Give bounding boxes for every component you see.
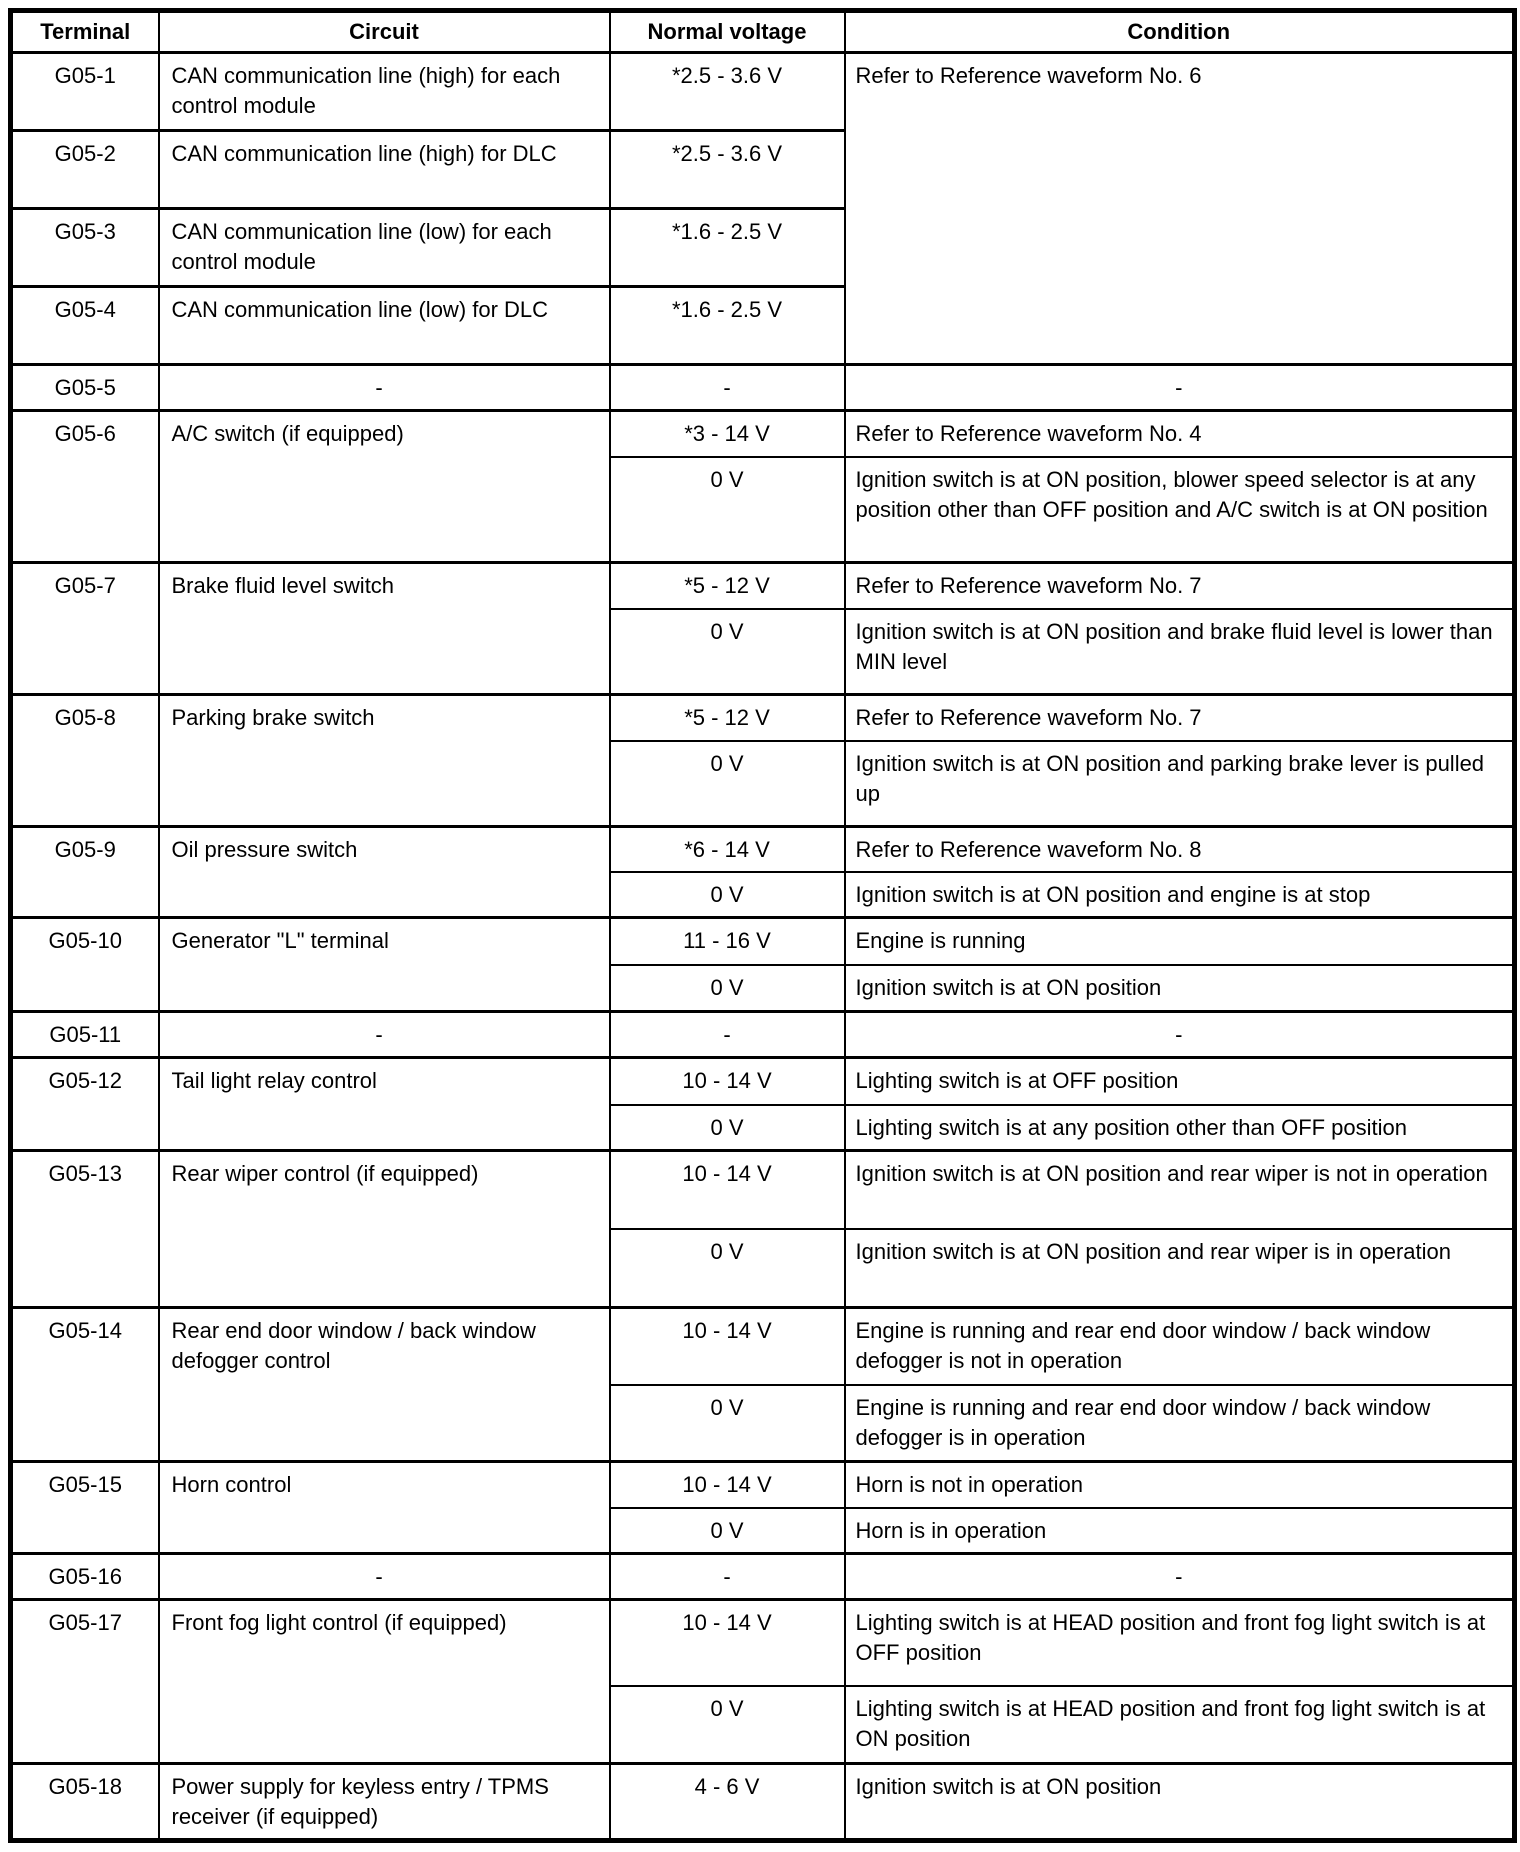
condition-cell: Ignition switch is at ON position, blower speed selector is at any position other than OFF position and A/C switch is at ON position bbox=[845, 457, 1515, 563]
condition-cell: - bbox=[845, 1012, 1515, 1058]
voltage-cell: 10 - 14 V bbox=[610, 1058, 845, 1105]
table-row bbox=[11, 918, 1515, 965]
circuit-column-header: Circuit bbox=[159, 11, 610, 53]
condition-cell: - bbox=[845, 365, 1515, 411]
table-row bbox=[11, 411, 1515, 457]
terminal-cell: G05-3 bbox=[11, 209, 159, 287]
voltage-cell: *5 - 12 V bbox=[610, 563, 845, 609]
terminal-cell: G05-12 bbox=[11, 1058, 159, 1151]
table-row bbox=[11, 365, 1515, 411]
condition-cell: Refer to Reference waveform No. 7 bbox=[845, 695, 1515, 741]
condition-cell: Ignition switch is at ON position and brake fluid level is lower than MIN level bbox=[845, 609, 1515, 695]
voltage-column-header: Normal voltage bbox=[610, 11, 845, 53]
terminal-voltage-table bbox=[8, 8, 1517, 1843]
terminal-cell: G05-9 bbox=[11, 827, 159, 918]
condition-cell: Lighting switch is at OFF position bbox=[845, 1058, 1515, 1105]
terminal-cell: G05-4 bbox=[11, 287, 159, 365]
condition-cell: Ignition switch is at ON position and rear wiper is in operation bbox=[845, 1229, 1515, 1308]
table-row bbox=[11, 1599, 1515, 1686]
terminal-cell: G05-2 bbox=[11, 131, 159, 209]
voltage-cell: - bbox=[610, 365, 845, 411]
table-row bbox=[11, 1151, 1515, 1229]
terminal-cell: G05-10 bbox=[11, 918, 159, 1012]
voltage-cell: 0 V bbox=[610, 1686, 845, 1763]
table-row bbox=[11, 1462, 1515, 1508]
voltage-cell: *6 - 14 V bbox=[610, 827, 845, 873]
condition-cell: Engine is running bbox=[845, 918, 1515, 965]
condition-cell: Refer to Reference waveform No. 7 bbox=[845, 563, 1515, 609]
circuit-cell: Rear wiper control (if equipped) bbox=[159, 1151, 610, 1308]
terminal-cell: G05-16 bbox=[11, 1553, 159, 1599]
condition-column-header: Condition bbox=[845, 11, 1515, 53]
condition-cell: Ignition switch is at ON position and rear wiper is not in operation bbox=[845, 1151, 1515, 1229]
voltage-cell: *5 - 12 V bbox=[610, 695, 845, 741]
condition-cell: Horn is not in operation bbox=[845, 1462, 1515, 1508]
voltage-cell: 10 - 14 V bbox=[610, 1599, 845, 1686]
voltage-cell: *2.5 - 3.6 V bbox=[610, 53, 845, 131]
voltage-cell: 0 V bbox=[610, 965, 845, 1012]
table-row bbox=[11, 1012, 1515, 1058]
condition-cell: Refer to Reference waveform No. 6 bbox=[845, 53, 1515, 365]
voltage-cell: 0 V bbox=[610, 1105, 845, 1151]
voltage-cell: 10 - 14 V bbox=[610, 1462, 845, 1508]
table-row bbox=[11, 827, 1515, 873]
table-row bbox=[11, 695, 1515, 741]
terminal-cell: G05-6 bbox=[11, 411, 159, 563]
terminal-cell: G05-8 bbox=[11, 695, 159, 827]
condition-cell: Lighting switch is at any position other than OFF position bbox=[845, 1105, 1515, 1151]
voltage-cell: *3 - 14 V bbox=[610, 411, 845, 457]
terminal-cell: G05-14 bbox=[11, 1308, 159, 1462]
voltage-cell: 11 - 16 V bbox=[610, 918, 845, 965]
circuit-cell: Horn control bbox=[159, 1462, 610, 1554]
voltage-cell: *1.6 - 2.5 V bbox=[610, 209, 845, 287]
circuit-cell: Oil pressure switch bbox=[159, 827, 610, 918]
condition-cell: Ignition switch is at ON position bbox=[845, 1763, 1515, 1840]
circuit-cell: Brake fluid level switch bbox=[159, 563, 610, 695]
table-row bbox=[11, 53, 1515, 131]
terminal-cell: G05-7 bbox=[11, 563, 159, 695]
terminal-column-header: Terminal bbox=[11, 11, 159, 53]
condition-cell: Horn is in operation bbox=[845, 1508, 1515, 1554]
circuit-cell: - bbox=[159, 1012, 610, 1058]
circuit-cell: Parking brake switch bbox=[159, 695, 610, 827]
condition-cell: Ignition switch is at ON position bbox=[845, 965, 1515, 1012]
terminal-cell: G05-18 bbox=[11, 1763, 159, 1840]
voltage-cell: - bbox=[610, 1012, 845, 1058]
circuit-cell: Power supply for keyless entry / TPMS receiver (if equipped) bbox=[159, 1763, 610, 1840]
voltage-cell: 0 V bbox=[610, 457, 845, 563]
terminal-cell: G05-5 bbox=[11, 365, 159, 411]
condition-cell: Lighting switch is at HEAD position and front fog light switch is at OFF position bbox=[845, 1599, 1515, 1686]
terminal-cell: G05-13 bbox=[11, 1151, 159, 1308]
circuit-cell: CAN communication line (high) for each control module bbox=[159, 53, 610, 131]
condition-cell: Engine is running and rear end door window / back window defogger is not in operation bbox=[845, 1308, 1515, 1385]
terminal-cell: G05-11 bbox=[11, 1012, 159, 1058]
voltage-cell: 10 - 14 V bbox=[610, 1308, 845, 1385]
terminal-cell: G05-17 bbox=[11, 1599, 159, 1763]
circuit-cell: CAN communication line (low) for each control module bbox=[159, 209, 610, 287]
circuit-cell: Tail light relay control bbox=[159, 1058, 610, 1151]
table-row bbox=[11, 1308, 1515, 1385]
voltage-cell: 0 V bbox=[610, 741, 845, 827]
circuit-cell: - bbox=[159, 365, 610, 411]
voltage-cell: 0 V bbox=[610, 1385, 845, 1462]
voltage-cell: 10 - 14 V bbox=[610, 1151, 845, 1229]
terminal-cell: G05-1 bbox=[11, 53, 159, 131]
condition-cell: Refer to Reference waveform No. 4 bbox=[845, 411, 1515, 457]
table-row bbox=[11, 1763, 1515, 1840]
condition-cell: Engine is running and rear end door window / back window defogger is in operation bbox=[845, 1385, 1515, 1462]
voltage-cell: - bbox=[610, 1553, 845, 1599]
table-row bbox=[11, 1553, 1515, 1599]
voltage-cell: 0 V bbox=[610, 1508, 845, 1554]
voltage-cell: 4 - 6 V bbox=[610, 1763, 845, 1840]
condition-cell: Lighting switch is at HEAD position and front fog light switch is at ON position bbox=[845, 1686, 1515, 1763]
table-row bbox=[11, 1058, 1515, 1105]
circuit-cell: A/C switch (if equipped) bbox=[159, 411, 610, 563]
table-row bbox=[11, 563, 1515, 609]
circuit-cell: Generator "L" terminal bbox=[159, 918, 610, 1012]
circuit-cell: - bbox=[159, 1553, 610, 1599]
circuit-cell: CAN communication line (high) for DLC bbox=[159, 131, 610, 209]
circuit-cell: Rear end door window / back window defogger control bbox=[159, 1308, 610, 1462]
voltage-cell: 0 V bbox=[610, 609, 845, 695]
circuit-cell: Front fog light control (if equipped) bbox=[159, 1599, 610, 1763]
voltage-cell: 0 V bbox=[610, 872, 845, 918]
voltage-cell: 0 V bbox=[610, 1229, 845, 1308]
header-row bbox=[11, 11, 1515, 53]
condition-cell: Ignition switch is at ON position and parking brake lever is pulled up bbox=[845, 741, 1515, 827]
voltage-cell: *1.6 - 2.5 V bbox=[610, 287, 845, 365]
terminal-cell: G05-15 bbox=[11, 1462, 159, 1554]
condition-cell: Ignition switch is at ON position and engine is at stop bbox=[845, 872, 1515, 918]
condition-cell: Refer to Reference waveform No. 8 bbox=[845, 827, 1515, 873]
circuit-cell: CAN communication line (low) for DLC bbox=[159, 287, 610, 365]
voltage-cell: *2.5 - 3.6 V bbox=[610, 131, 845, 209]
condition-cell: - bbox=[845, 1553, 1515, 1599]
